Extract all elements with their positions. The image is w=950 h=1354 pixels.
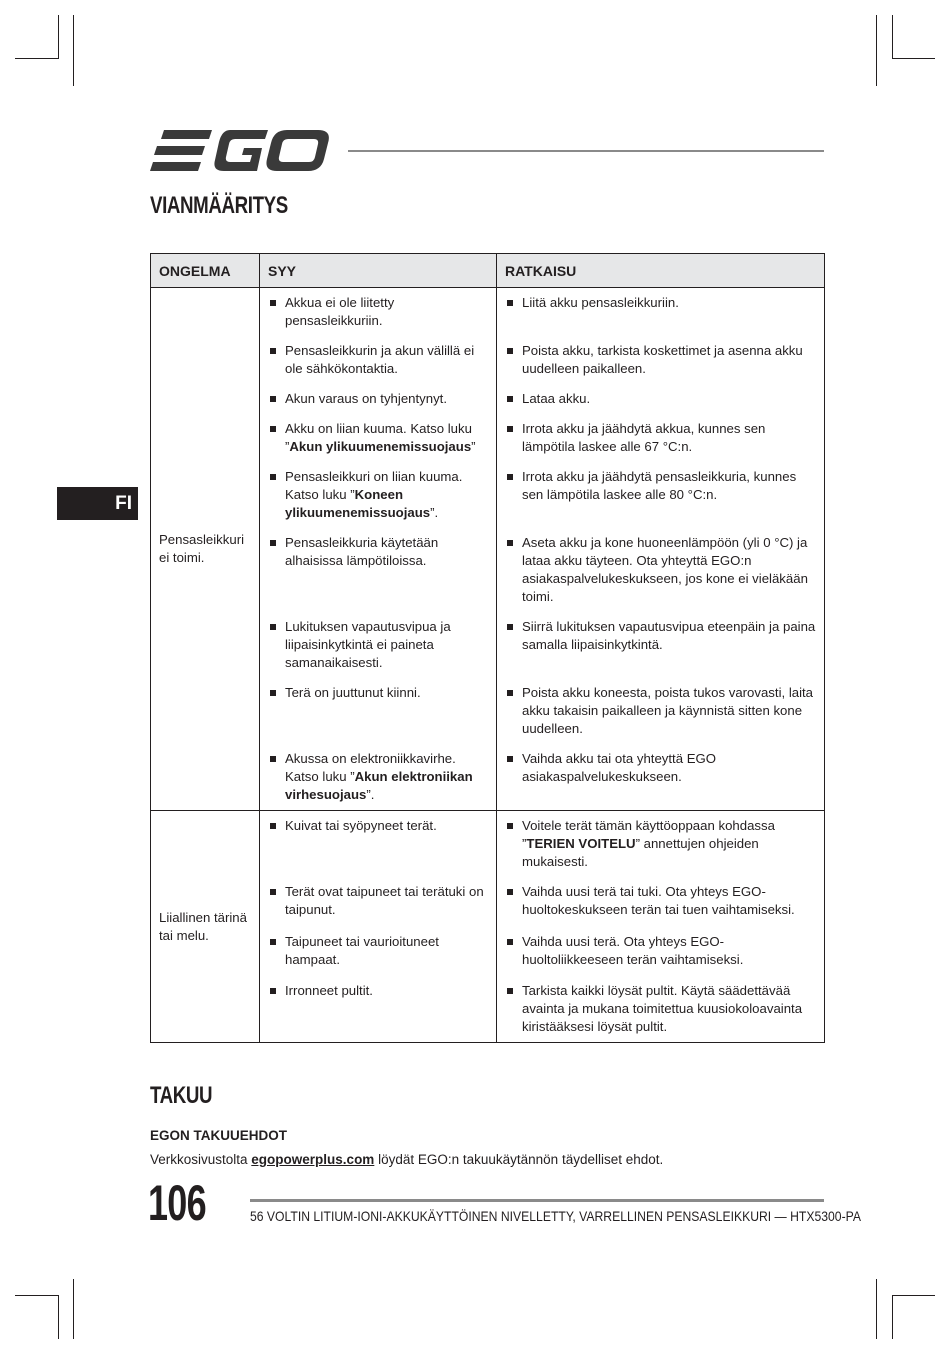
- warranty-heading: TAKUU: [150, 1082, 213, 1109]
- bullet-icon: [507, 426, 513, 432]
- list-item: [497, 420, 824, 468]
- bullet-icon: [270, 396, 276, 402]
- bullet-icon: [270, 988, 276, 994]
- bullet-icon: [270, 624, 276, 630]
- table-row: [151, 811, 825, 1043]
- solution-list: [497, 288, 824, 804]
- list-item: [260, 817, 496, 883]
- list-item: [497, 883, 824, 933]
- page-number: 106: [148, 1175, 206, 1231]
- cause-text: Irronneet pultit.: [285, 983, 373, 998]
- bullet-icon: [270, 939, 276, 945]
- crop-mark: [15, 1295, 58, 1296]
- bullet-icon: [507, 939, 513, 945]
- list-item: [497, 982, 824, 1036]
- problem-cell: Pensasleikkuri ei toimi.: [151, 288, 260, 811]
- bullet-icon: [507, 300, 513, 306]
- cause-text: Pensasleikkuria käytetään alhaisissa lämpötiloissa.: [285, 535, 439, 568]
- solution-reference: TERIEN VOITELU: [526, 836, 636, 851]
- table-row: [151, 288, 825, 811]
- language-tab: FI: [57, 487, 138, 520]
- cause-text: Terät ovat taipuneet tai terätuki on taipunut.: [285, 884, 484, 917]
- column-header-solution: RATKAISU: [497, 254, 825, 288]
- list-item: [260, 883, 496, 933]
- cause-text: Pensasleikkuri on liian kuuma. Katso luku ”: [285, 469, 463, 502]
- crop-mark: [58, 15, 59, 59]
- cause-reference: Akun elektroniikan virhesuojaus: [285, 769, 473, 802]
- list-item: [497, 342, 824, 390]
- crop-mark: [892, 58, 935, 59]
- list-item: [260, 390, 496, 420]
- crop-mark: [892, 1295, 935, 1296]
- solution-text: Liitä akku pensasleikkuriin.: [522, 295, 679, 310]
- warranty-text: [150, 1152, 663, 1167]
- cause-text: Lukituksen vapautusvipua ja liipaisinkytkintä ei paineta samanaikaisesti.: [285, 619, 451, 670]
- crop-mark: [892, 15, 893, 59]
- cause-text: Akkua ei ole liitetty pensasleikkuriin.: [285, 295, 395, 328]
- list-item: [497, 618, 824, 684]
- list-item: [497, 933, 824, 982]
- ego-logo: [150, 130, 330, 172]
- solution-text: Poista akku koneesta, poista tukos varovasti, laita akku takaisin paikalleen ja käynnistä sitten kone uudelleen.: [522, 685, 814, 736]
- solution-list: [497, 811, 824, 1036]
- list-item: [260, 534, 496, 618]
- solution-text: Siirrä lukituksen vapautusvipua eteenpäin ja paina samalla liipaisinkytkintä.: [522, 619, 816, 652]
- bullet-icon: [270, 300, 276, 306]
- warranty-subheading: EGON TAKUUEHDOT: [150, 1128, 287, 1143]
- list-item: [260, 294, 496, 342]
- bullet-icon: [270, 889, 276, 895]
- crop-mark: [73, 1279, 74, 1339]
- header-rule: [348, 150, 824, 152]
- bullet-icon: [270, 756, 276, 762]
- troubleshooting-heading: VIANMÄÄRITYS: [150, 192, 288, 219]
- list-item: [497, 294, 824, 342]
- list-item: [260, 420, 496, 468]
- cause-reference: Akun ylikuumenemissuojaus: [289, 439, 472, 454]
- list-item: [497, 468, 824, 534]
- solution-text: Irrota akku ja jäähdytä akkua, kunnes sen lämpötila laskee alle 67 °C:n.: [522, 421, 766, 454]
- solution-text: Poista akku, tarkista koskettimet ja asenna akku uudelleen paikalleen.: [522, 343, 803, 376]
- warranty-text-before: Verkkosivustolta: [150, 1152, 252, 1167]
- bullet-icon: [507, 823, 513, 829]
- cause-text: ”.: [430, 505, 439, 520]
- problem-cell: Liiallinen tärinä tai melu.: [151, 811, 260, 1043]
- list-item: [260, 342, 496, 390]
- bullet-icon: [507, 474, 513, 480]
- list-item: [260, 618, 496, 684]
- solution-cell: [497, 288, 825, 811]
- crop-mark: [73, 15, 74, 86]
- bullet-icon: [507, 396, 513, 402]
- troubleshooting-table: [150, 253, 825, 1043]
- bullet-icon: [270, 474, 276, 480]
- column-header-cause: SYY: [260, 254, 497, 288]
- bullet-icon: [270, 690, 276, 696]
- bullet-icon: [507, 540, 513, 546]
- cause-text: Akku on liian kuuma. Katso luku ”: [285, 421, 472, 454]
- list-item: [497, 750, 824, 804]
- crop-mark: [58, 1295, 59, 1339]
- list-item: [260, 468, 496, 534]
- cause-text: Akun varaus on tyhjentynyt.: [285, 391, 448, 406]
- list-item: [260, 684, 496, 750]
- bullet-icon: [507, 690, 513, 696]
- crop-mark: [876, 1279, 877, 1339]
- footer-rule: [250, 1199, 824, 1202]
- solution-text: Vaihda uusi terä tai tuki. Ota yhteys EGO-huoltokeskukseen terän tai tuen vaihtamiseksi.: [522, 884, 795, 917]
- list-item: [260, 982, 496, 1036]
- crop-mark: [876, 15, 877, 86]
- bullet-icon: [270, 540, 276, 546]
- list-item: [260, 933, 496, 982]
- column-header-problem: ONGELMA: [151, 254, 260, 288]
- list-item: [497, 817, 824, 883]
- warranty-link[interactable]: egopowerplus.com: [251, 1152, 375, 1167]
- bullet-icon: [270, 426, 276, 432]
- bullet-icon: [507, 889, 513, 895]
- crop-mark: [15, 58, 58, 59]
- solution-text: Aseta akku ja kone huoneenlämpöön (yli 0 °C) ja lataa akku täyteen. Ota yhteyttä EGO:n asiakaspalvelukeskukseen, jos kone ei vieläkään toimi.: [522, 535, 808, 604]
- cause-cell: [260, 811, 497, 1043]
- bullet-icon: [507, 988, 513, 994]
- solution-cell: [497, 811, 825, 1043]
- cause-text: ”: [471, 439, 476, 454]
- bullet-icon: [270, 348, 276, 354]
- solution-text: Vaihda uusi terä. Ota yhteys EGO-huoltoliikkeeseen terän vaihtamiseksi.: [522, 934, 744, 967]
- cause-cell: [260, 288, 497, 811]
- footer-title: 56 VOLTIN LITIUM-IONI-AKKUKÄYTTÖINEN NIVELLETTY, VARRELLINEN PENSASLEIKKURI — HTX5300-PA: [250, 1208, 861, 1224]
- list-item: [497, 534, 824, 618]
- cause-text: Terä on juuttunut kiinni.: [285, 685, 421, 700]
- crop-mark: [892, 1295, 893, 1339]
- cause-text: Taipuneet tai vaurioituneet hampaat.: [285, 934, 439, 967]
- warranty-text-after: löydät EGO:n takuukäytännön täydelliset ehdot.: [374, 1152, 664, 1167]
- cause-reference: Koneen ylikuumenemissuojaus: [285, 487, 431, 520]
- solution-text: Vaihda akku tai ota yhteyttä EGO asiakaspalvelukeskukseen.: [522, 751, 717, 784]
- list-item: [260, 750, 496, 804]
- bullet-icon: [507, 624, 513, 630]
- list-item: [497, 684, 824, 750]
- solution-text: Voitele terät tämän käyttöoppaan kohdassa ”: [522, 818, 775, 851]
- solution-text: Tarkista kaikki löysät pultit. Käytä säädettävää avainta ja mukana toimitettua kuusiokoloavainta kiristääksesi löysät pultit.: [522, 983, 803, 1034]
- cause-text: Akussa on elektroniikkavirhe. Katso luku ”: [285, 751, 456, 784]
- bullet-icon: [507, 348, 513, 354]
- cause-text: Pensasleikkurin ja akun välillä ei ole sähkökontaktia.: [285, 343, 475, 376]
- cause-list: [260, 811, 496, 1036]
- cause-list: [260, 288, 496, 804]
- list-item: [497, 390, 824, 420]
- solution-text: ” annettujen ohjeiden mukaisesti.: [522, 836, 759, 869]
- solution-text: Lataa akku.: [522, 391, 591, 406]
- bullet-icon: [270, 823, 276, 829]
- bullet-icon: [507, 756, 513, 762]
- cause-text: ”.: [366, 787, 375, 802]
- table-header-row: [151, 254, 825, 288]
- solution-text: Irrota akku ja jäähdytä pensasleikkuria, kunnes sen lämpötila laskee alle 80 °C:n.: [522, 469, 797, 502]
- cause-text: Kuivat tai syöpyneet terät.: [285, 818, 437, 833]
